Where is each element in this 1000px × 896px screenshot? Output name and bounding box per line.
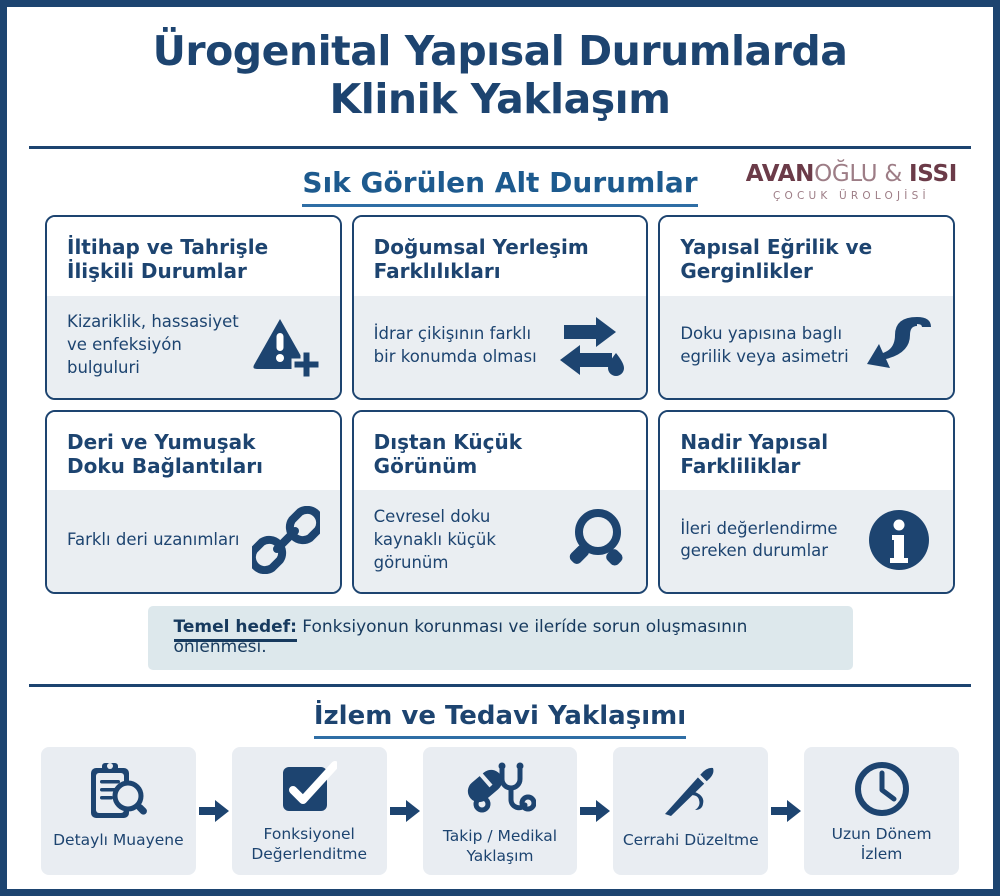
flow-arrow-icon [387,747,423,875]
treatment-flow [7,731,993,875]
card-body [354,490,647,592]
clipboard-magnifier-icon [87,761,149,823]
flow-arrow-icon [577,747,613,875]
divider-bottom [29,684,971,687]
flow-step-fonksiyonel-degerlenditme[interactable] [232,747,387,875]
card-title: Nadir Yapısal Farkliliklar [680,429,829,478]
info-circle-icon [863,504,935,576]
flow-step-label: Detaylı Muayene [53,831,184,850]
condition-card[interactable] [45,410,342,595]
card-body [660,490,953,592]
condition-card[interactable] [45,215,342,400]
brand-logo [745,160,957,202]
title-line-2: Klinik Yaklaşım [329,75,671,124]
flow-arrow-icon [768,747,804,875]
flow-step-takip-medikal-yaklasim[interactable] [423,747,578,875]
condition-card[interactable] [352,215,649,400]
card-header [47,217,340,296]
flow-arrow-icon [196,747,232,875]
warning-triangle-plus-icon [250,310,322,382]
page-title [7,7,993,134]
logo-wordmark [745,160,957,187]
conditions-section-title-text: Sık Görülen Alt Durumlar [302,166,697,207]
goal-label: Temel hedef: [174,617,297,642]
flow-step-cerrahi-duzeltme[interactable] [613,747,768,875]
card-title: Dıştan Küçük Görünüm [373,429,523,478]
curved-arrow-icon [863,310,935,382]
card-header [660,412,953,491]
card-title: İltihap ve Tahrişle İlişkili Durumlar [67,234,269,284]
logo-subtitle: ÇOCUK ÜROLOJİSİ [772,189,930,202]
flow-section-title-text: İzlem ve Tedavi Yaklaşımı [314,701,686,739]
card-description: Kizariklik, hassasiyet ve enfeksiyón bulguluri [67,312,239,377]
logo-part-avan: AVAN [745,160,815,187]
condition-card[interactable] [658,410,955,595]
card-body [47,490,340,592]
card-description: Doku yapısına baglı egrilik veya asimetri [680,323,849,366]
flow-step-uzun-donem-izlem[interactable] [804,747,959,875]
flow-step-label: Fonksiyonel Değerlenditme [251,825,368,863]
scalpel-icon [661,761,721,823]
card-header [47,412,340,491]
card-description: Farklı deri uzanımları [67,529,240,549]
card-title: Doğumsal Yerleşim Farklılıkları [373,234,589,284]
goal-banner-wrap [7,594,993,670]
card-description: Cevresel doku kaynaklı küçük görunüm [373,507,496,572]
card-description: İdrar çikişının farklı bir konumda olması [373,323,537,366]
magnifier-icon [556,504,628,576]
flow-step-label: Uzun Dönem İzlem [831,825,932,863]
card-header [354,412,647,491]
logo-part-oglu: OĞLU [814,160,878,187]
card-description: İleri değerlendirme gereken durumlar [680,518,838,561]
condition-card[interactable] [352,410,649,595]
card-body [354,296,647,398]
clock-icon [854,761,910,817]
chain-link-icon [250,504,322,576]
card-title: Deri ve Yumuşak Doku Bağlantıları [67,429,263,478]
flow-step-detayli-muayene[interactable] [41,747,196,875]
flow-step-label: Cerrahi Düzeltme [622,831,759,850]
card-title: Yapısal Eğrilik ve Gerginlikler [680,234,873,284]
flow-section-title [7,701,993,731]
card-header [354,217,647,296]
condition-card[interactable] [658,215,955,400]
logo-part-amp: & [877,160,909,187]
goal-banner [148,606,853,670]
checkmark-box-icon [281,761,337,817]
section-header-row [7,157,993,213]
goal-text: Fonksiyonun korunması ve ileríde sorun oluşmasının önlenmesi. [173,617,748,658]
card-header [660,217,953,296]
title-line-1: Ürogenital Yapısal Durumlarda [152,27,848,75]
logo-part-issi: ISSI [908,160,957,187]
conditions-card-grid [7,213,993,595]
two-way-arrows-droplet-icon [556,310,628,382]
card-body [47,296,340,398]
flow-step-label: Takip / Medikal Yaklaşım [442,827,558,865]
pill-stethoscope-icon [464,761,536,819]
card-body [660,296,953,398]
divider-top [29,146,971,149]
